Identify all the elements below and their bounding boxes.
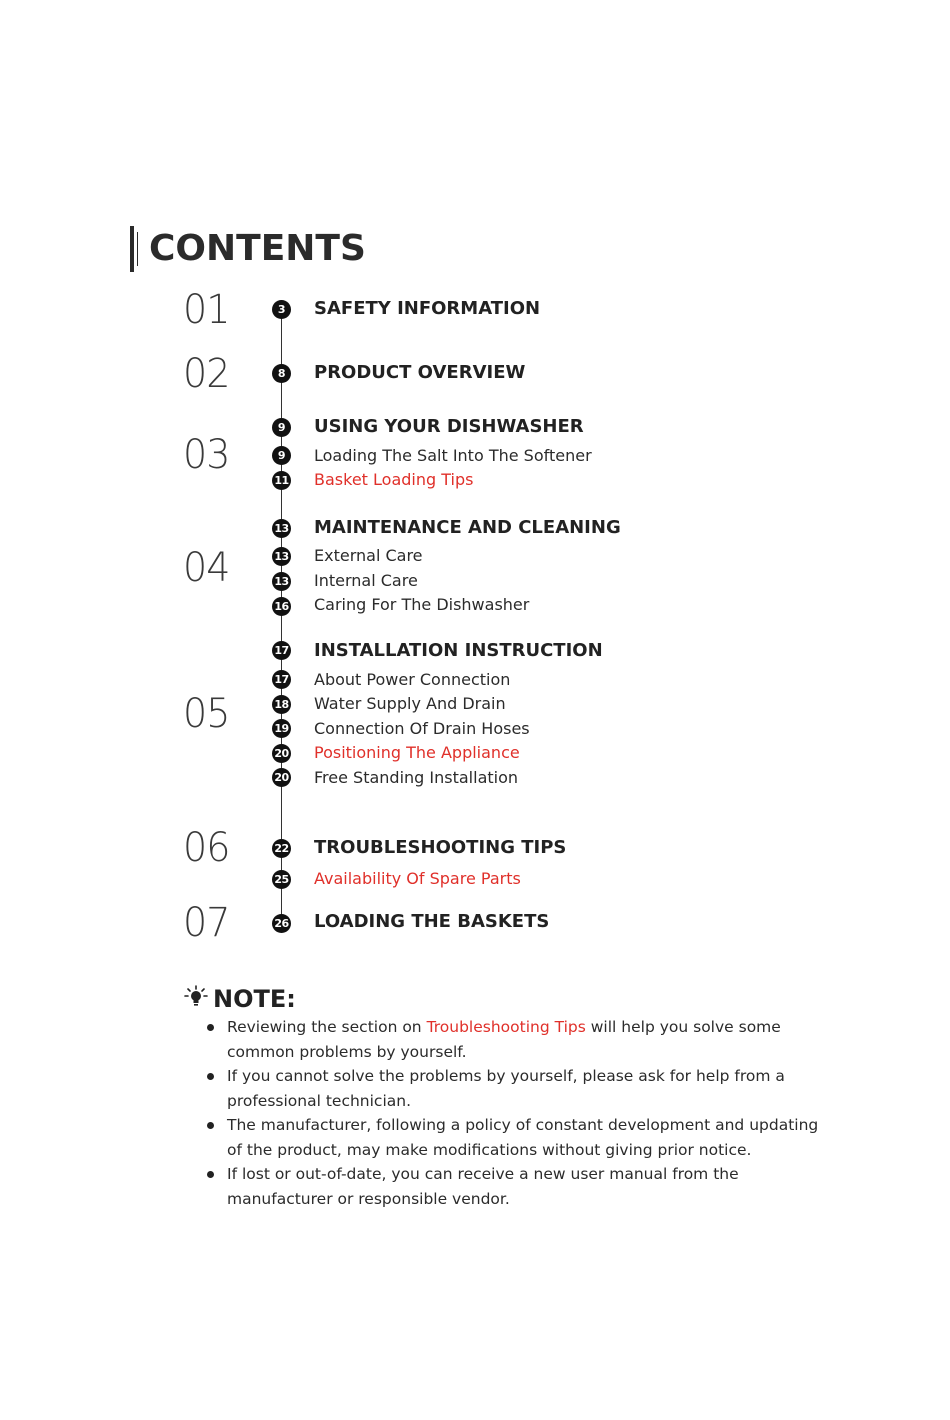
section-number-01: 01 (183, 287, 230, 333)
lightbulb-icon (184, 985, 208, 1009)
toc-heading-loading-baskets[interactable]: LOADING THE BASKETS (314, 911, 550, 932)
section-number-07: 07 (183, 900, 230, 946)
toc-heading-installation-instruction[interactable]: INSTALLATION INSTRUCTION (314, 640, 603, 661)
toc-item-drain-hoses[interactable]: Connection Of Drain Hoses (314, 719, 530, 738)
page-marker: 16 (272, 597, 291, 616)
page-marker: 20 (272, 768, 291, 787)
title-accent-bar-thin (137, 232, 138, 266)
page-marker: 13 (272, 547, 291, 566)
page-marker: 13 (272, 572, 291, 591)
toc-item-power-connection[interactable]: About Power Connection (314, 670, 511, 689)
section-number-04: 04 (183, 545, 230, 591)
page-marker: 19 (272, 719, 291, 738)
note-title: NOTE: (213, 985, 296, 1013)
page-marker: 8 (272, 364, 291, 383)
page-marker: 9 (272, 446, 291, 465)
bullet-icon (207, 1024, 214, 1031)
toc-item-caring-for-dishwasher[interactable]: Caring For The Dishwasher (314, 595, 530, 614)
title-accent-bar (130, 226, 134, 272)
note-text: will help you solve some common problems by yourself. (227, 1018, 781, 1061)
page-marker: 26 (272, 914, 291, 933)
toc-heading-troubleshooting-tips[interactable]: TROUBLESHOOTING TIPS (314, 837, 567, 858)
page-marker: 22 (272, 839, 291, 858)
toc-heading-using-your-dishwasher[interactable]: USING YOUR DISHWASHER (314, 416, 584, 437)
note-text: If lost or out-of-date, you can receive a new user manual from the manufacturer or responsible vendor. (227, 1165, 739, 1208)
page-marker: 17 (272, 670, 291, 689)
note-text: The manufacturer, following a policy of constant development and updating of the product, may make modifications without giving prior notice. (227, 1116, 819, 1159)
bullet-icon (207, 1122, 214, 1129)
page-marker: 11 (272, 471, 291, 490)
page-marker: 17 (272, 641, 291, 660)
page-marker: 20 (272, 744, 291, 763)
toc-item-free-standing[interactable]: Free Standing Installation (314, 768, 519, 787)
toc-item-external-care[interactable]: External Care (314, 546, 423, 565)
section-number-02: 02 (183, 351, 230, 397)
page-marker: 13 (272, 519, 291, 538)
page-marker: 9 (272, 418, 291, 437)
toc-item-water-supply-drain[interactable]: Water Supply And Drain (314, 694, 506, 713)
bullet-icon (207, 1073, 214, 1080)
note-item (205, 1113, 825, 1162)
toc-item-spare-parts[interactable]: Availability Of Spare Parts (314, 869, 521, 888)
toc-heading-maintenance-cleaning[interactable]: MAINTENANCE AND CLEANING (314, 517, 621, 538)
section-number-03: 03 (183, 432, 230, 478)
toc-item-basket-loading-tips[interactable]: Basket Loading Tips (314, 470, 474, 489)
bullet-icon (207, 1171, 214, 1178)
note-text: If you cannot solve the problems by yourself, please ask for help from a professional technician. (227, 1067, 785, 1110)
note-item (205, 1064, 825, 1113)
note-text: Reviewing the section on (227, 1018, 427, 1036)
page-title: CONTENTS (149, 228, 366, 269)
note-list (205, 1015, 825, 1211)
page-marker: 25 (272, 870, 291, 889)
toc-item-positioning-appliance[interactable]: Positioning The Appliance (314, 743, 520, 762)
toc-item-internal-care[interactable]: Internal Care (314, 571, 418, 590)
section-number-05: 05 (183, 691, 230, 737)
page-marker: 3 (272, 300, 291, 319)
toc-timeline (281, 310, 282, 924)
toc-heading-product-overview[interactable]: PRODUCT OVERVIEW (314, 362, 526, 383)
note-link-troubleshooting-tips[interactable]: Troubleshooting Tips (426, 1018, 586, 1036)
note-item (205, 1015, 825, 1064)
section-number-06: 06 (183, 825, 230, 871)
page-marker: 18 (272, 695, 291, 714)
toc-item-loading-salt[interactable]: Loading The Salt Into The Softener (314, 446, 592, 465)
note-item (205, 1162, 825, 1211)
toc-heading-safety-information[interactable]: SAFETY INFORMATION (314, 298, 541, 319)
